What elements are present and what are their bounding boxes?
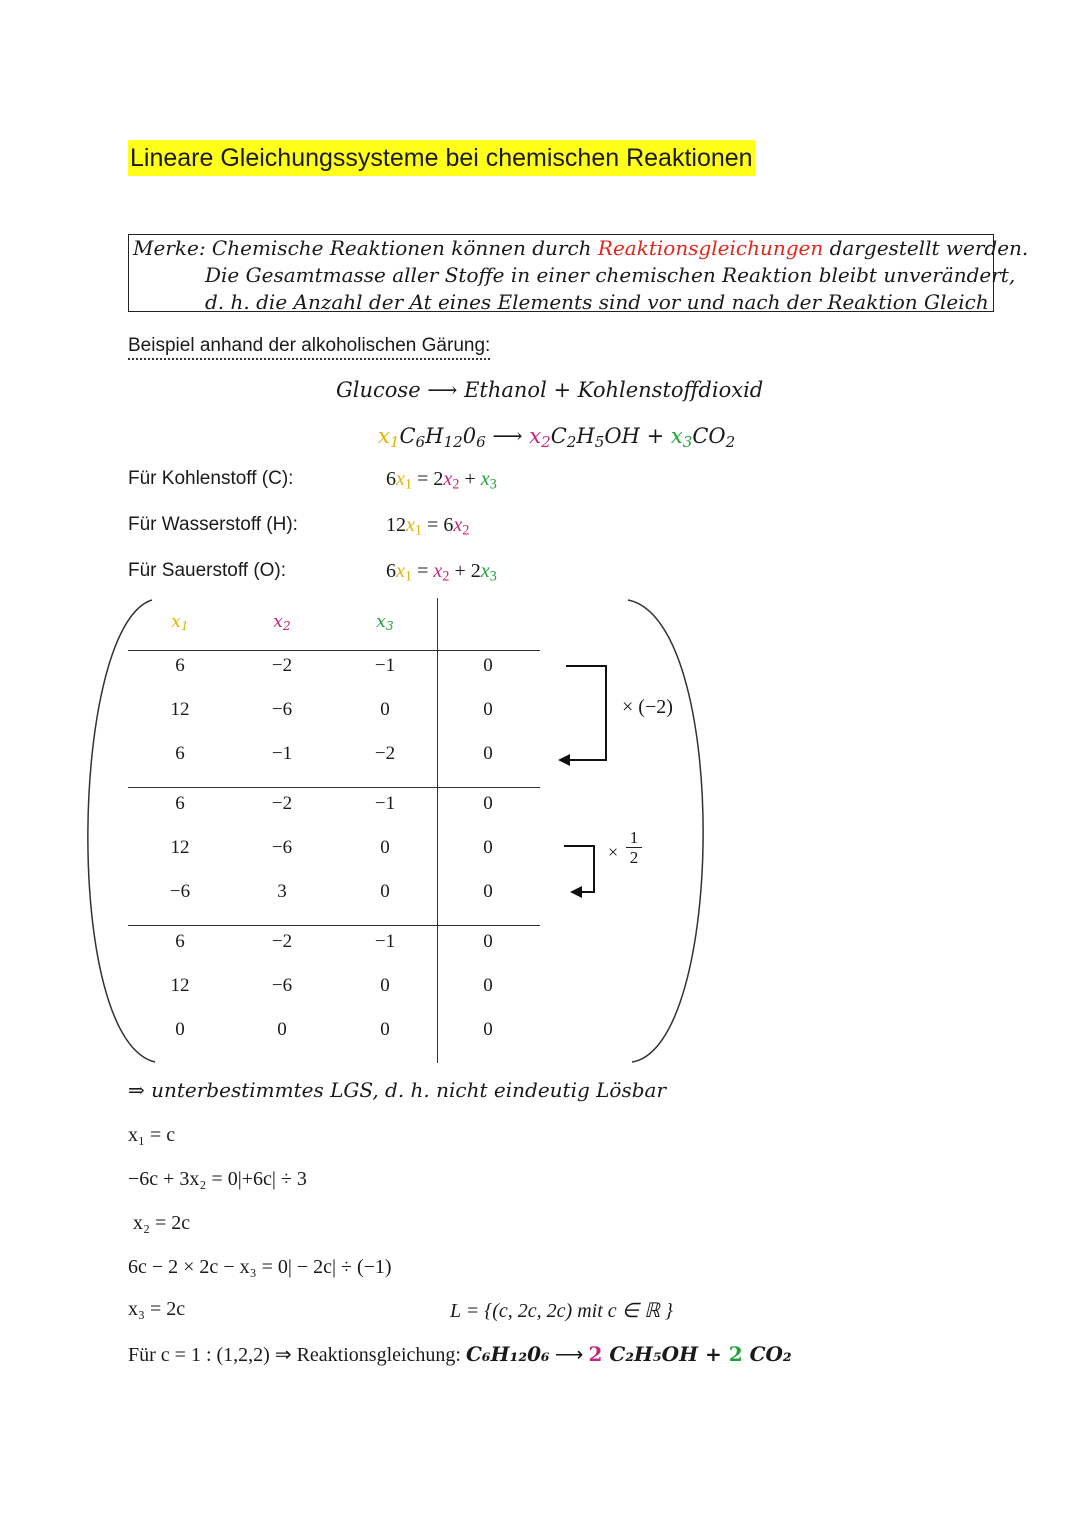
merke-highlight: Reaktionsgleichungen [597,236,824,260]
matrix-cell: 0 [277,1019,287,1040]
merke-line-3: d. h. die Anzahl der At eines Elements sind vor und nach der Reaktion Gleich [205,290,989,314]
matrix-vertical-divider [437,598,438,1063]
fraction-denominator: 2 [626,847,642,867]
matrix-cell: 0 [483,931,493,952]
matrix-cell: 0 [483,1019,493,1040]
solution-step-2: −6c + 3x₂ = 0|+6c| ÷ 3 [128,1168,307,1190]
operation-fraction [626,828,642,867]
example-heading: Beispiel anhand der alkoholischen Gärung: [128,334,490,360]
matrix-cell: 0 [483,743,493,764]
matrix-divider-1 [128,650,540,651]
matrix-cell: −2 [271,931,293,952]
final-coef-co2: 2 [728,1342,743,1366]
merke-line-2: Die Gesamtmasse aller Stoffe in einer chemischen Reaktion bleibt unverändert, [205,263,1016,287]
final-co2: CO₂ [742,1342,792,1366]
solution-step-3: x₂ = 2c [133,1212,191,1234]
final-glucose: C₆H₁₂0₆ [466,1342,550,1366]
matrix-cell: −1 [374,793,396,814]
matrix-cell: 3 [277,881,287,902]
matrix-header-x1: $x_1$ [171,612,189,634]
final-ethanol: C₂H₅OH + [602,1342,729,1366]
fraction-numerator: 1 [629,828,639,847]
matrix-cell: 0 [380,881,390,902]
matrix-cell: 6 [175,655,185,676]
matrix-divider-3 [128,925,540,926]
matrix-divider-2 [128,787,540,788]
final-coef-ethanol: 2 [588,1342,603,1366]
matrix-cell: −6 [271,975,293,996]
matrix-cell: 12 [170,837,190,858]
matrix-cell: 0 [380,699,390,720]
equation-oxygen: $6x_1 = x_2 + 2x_3$ [386,560,497,585]
solution-set: L = {(c, 2c, 2c) mit c ∈ ℝ } [450,1300,673,1322]
matrix-cell: 6 [175,793,185,814]
matrix-header-x3: $x_3$ [376,612,394,634]
matrix-cell: −2 [374,743,396,764]
matrix-cell: 0 [483,837,493,858]
matrix-cell: −2 [271,655,293,676]
matrix-cell: −1 [271,743,293,764]
matrix-cell: 12 [170,975,190,996]
operation-times-minus-two: × (−2) [622,696,673,718]
reaction-variables: $x_1C_6H_{12}0_6$ ⟶ $x_2C_2H_5OH + x_3CO_2$ [378,424,736,451]
page-title: Lineare Gleichungssysteme bei chemischen Reaktionen [128,140,755,176]
solution-step-5: x₃ = 2c [128,1298,186,1320]
merke-line-1: Merke: Chemische Reaktionen können durch Reaktionsgleichungen dargestellt werden. [133,236,1029,260]
matrix-cell: 0 [380,975,390,996]
operation-times-half-sign: × [608,842,619,862]
label-oxygen: Für Sauerstoff (O): [128,560,287,581]
matrix-header-x2: $x_2$ [273,612,291,634]
matrix-cell: 6 [175,931,185,952]
equation-carbon: $6x_1 = 2x_2 + x_3$ [386,468,497,493]
final-reaction-line: Für c = 1 : (1,2,2) ⇒ Reaktionsgleichung: C₆H₁₂0₆ ⟶ 2 C₂H₅OH + 2 CO₂ [128,1342,792,1366]
matrix-cell: −6 [169,881,191,902]
matrix-cell: −6 [271,837,293,858]
conclusion-text: ⇒ unterbestimmtes LGS, d. h. nicht eindeutig Lösbar [128,1078,666,1102]
matrix-cell: −1 [374,655,396,676]
matrix-cell: 0 [380,1019,390,1040]
matrix-cell: 12 [170,699,190,720]
matrix-cell: 0 [483,655,493,676]
matrix-cell: 0 [483,699,493,720]
word-equation: Glucose ⟶ Ethanol + Kohlenstoffdioxid [336,378,764,402]
solution-step-4: 6c − 2 × 2c − x₃ = 0| − 2c| ÷ (−1) [128,1256,392,1278]
matrix-cell: 6 [175,743,185,764]
equation-hydrogen: $12x_1 = 6x_2$ [386,514,470,539]
matrix-cell: −2 [271,793,293,814]
label-carbon: Für Kohlenstoff (C): [128,468,294,489]
matrix-cell: −1 [374,931,396,952]
matrix-cell: −6 [271,699,293,720]
matrix-cell: 0 [175,1019,185,1040]
matrix-cell: 0 [483,975,493,996]
matrix-cell: 0 [483,881,493,902]
matrix-cell: 0 [380,837,390,858]
solution-step-1: x₁ = c [128,1124,176,1146]
matrix-cell: 0 [483,793,493,814]
label-hydrogen: Für Wasserstoff (H): [128,514,298,535]
